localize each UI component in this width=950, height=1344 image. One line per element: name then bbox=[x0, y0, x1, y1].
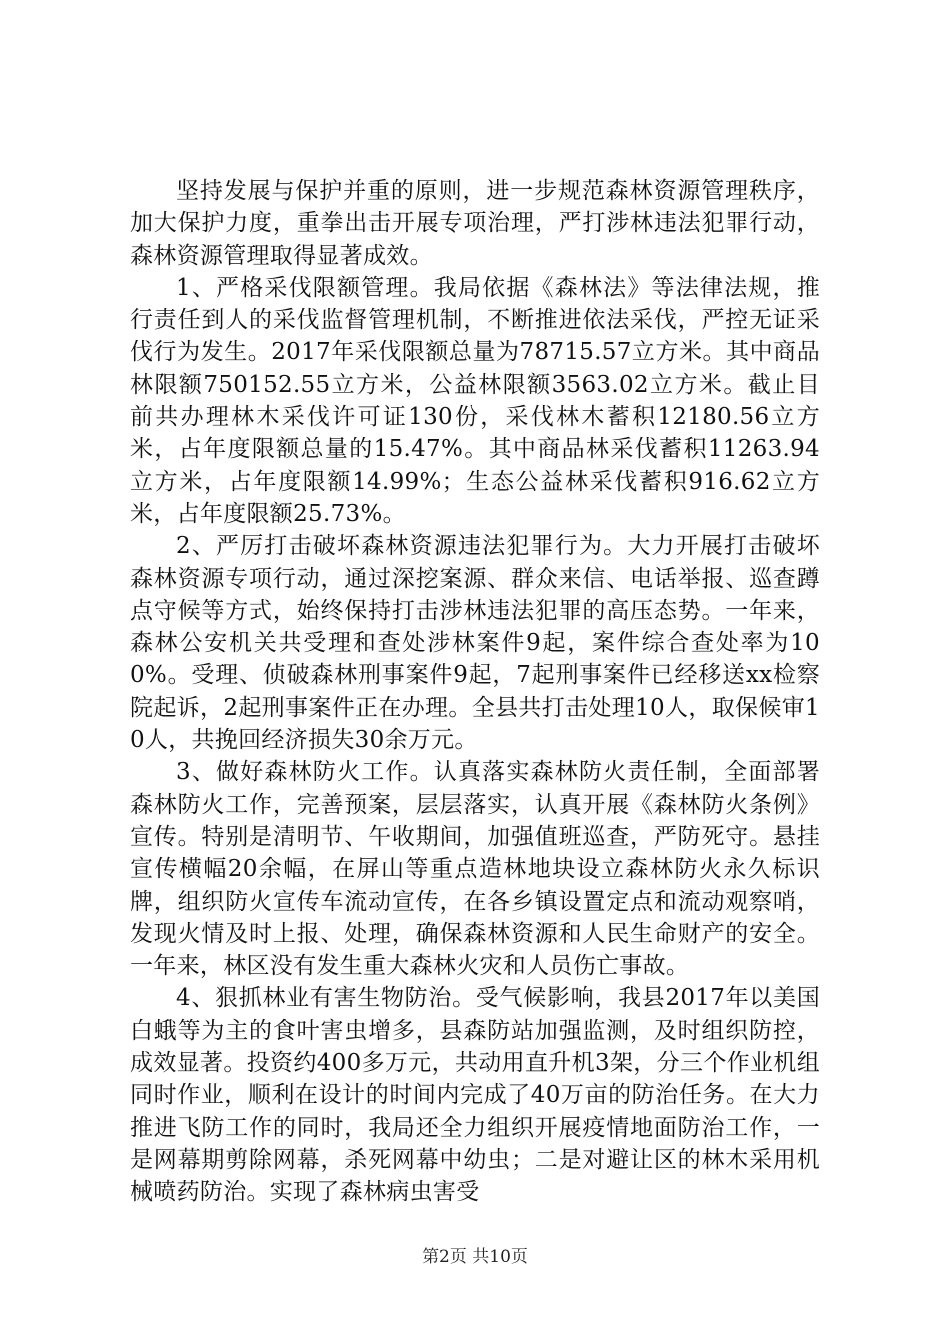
paragraph-fire-prevention: 3、做好森林防火工作。认真落实森林防火责任制，全面部署森林防火工作，完善预案，层层落实，认真开展《森林防火条例》宣传。特别是清明节、午收期间，加强值班巡查，严防死守。悬挂宣传横幅20余幅，在屏山等重点造林地块设立森林防火永久标识牌，组织防火宣传车流动宣传，在各乡镇设置定点和流动观察哨，发现火情及时上报、处理，确保森林资源和人民生命财产的安全。一年来，林区没有发生重大森林火灾和人员伤亡事故。 bbox=[130, 759, 820, 980]
document-body bbox=[130, 175, 820, 1209]
paragraph-pest-control: 4、狠抓林业有害生物防治。受气候影响，我县2017年以美国白蛾等为主的食叶害虫增多，县森防站加强监测，及时组织防控，成效显著。投资约400多万元，共动用直升机3架，分三个作业机组同时作业，顺利在设计的时间内完成了40万亩的防治任务。在大力推进飞防工作的同时，我局还全力组织开展疫情地面防治工作，一是网幕期剪除网幕，杀死网幕中幼虫；二是对避让区的林木采用机械喷药防治。实现了森林病虫害受 bbox=[130, 985, 820, 1206]
paragraph-intro: 坚持发展与保护并重的原则，进一步规范森林资源管理秩序，加大保护力度，重拳出击开展专项治理，严打涉林违法犯罪行动，森林资源管理取得显著成效。 bbox=[130, 178, 820, 269]
paragraph-harvest-quota: 1、严格采伐限额管理。我局依据《森林法》等法律法规，推行责任到人的采伐监督管理机制，不断推进依法采伐，严控无证采伐行为发生。2017年采伐限额总量为78715.57立方米。其中商品林限额750152.55立方米，公益林限额3563.02立方米。截止目前共办理林木采伐许可证130份，采伐林木蓄积12180.56立方米，占年度限额总量的15.47%。其中商品林采伐蓄积11263.94立方米，占年度限额14.99%；生态公益林采伐蓄积916.62立方米，占年度限额25.73%。 bbox=[130, 274, 820, 527]
paragraph-law-enforcement: 2、严厉打击破坏森林资源违法犯罪行为。大力开展打击破坏森林资源专项行动，通过深挖案源、群众来信、电话举报、巡查蹲点守候等方式，始终保持打击涉林违法犯罪的高压态势。一年来，森林公安机关共受理和查处涉林案件9起，案件综合查处率为100%。受理、侦破森林刑事案件9起，7起刑事案件已经移送xx检察院起诉，2起刑事案件正在办理。全县共打击处理10人，取保候审10人，共挽回经济损失30余万元。 bbox=[130, 533, 820, 754]
page-footer: 第2页 共10页 bbox=[422, 1247, 528, 1267]
